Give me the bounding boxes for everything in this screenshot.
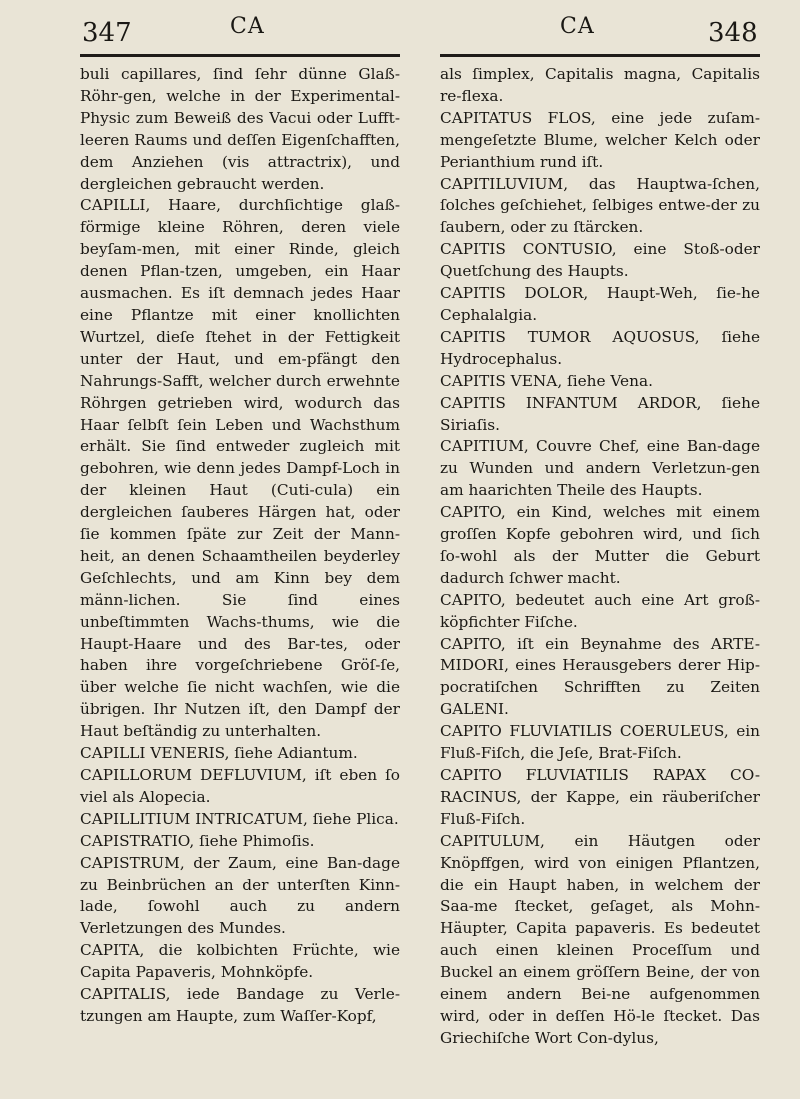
entry-text: CAPITIS DOLOR, Haupt-Weh, ſie-he Cephalalgia. xyxy=(440,284,760,324)
entry-text: CAPITALIS, iede Bandage zu Verle-tzungen am Haupte, zum Waſſer-Kopf, xyxy=(80,985,400,1025)
entry-text: CAPITIS TUMOR AQUOSUS, ſiehe Hydrocephalus. xyxy=(440,327,760,368)
header-rule-right xyxy=(440,54,760,57)
entry-text: CAPITA, die kolbichten Früchte, wie Capita Papaveris, Mohnköpfe. xyxy=(80,941,400,982)
page-number-right: 348 xyxy=(708,18,758,48)
entry-text: CAPILLITIUM INTRICATUM, ſiehe Plica. xyxy=(80,809,399,828)
right-column xyxy=(440,64,760,1050)
running-head-right: CA xyxy=(560,14,595,39)
entry-text: CAPILLORUM DEFLUVIUM, iſt eben ſo viel als Alopecia. xyxy=(80,766,400,806)
entry-text: CAPITIS CONTUSIO, eine Stoß-oder Quetſchung des Haupts. xyxy=(440,240,760,281)
entry-text: CAPITULUM, ein Häutgen oder Knöpffgen, wird von einigen Pflantzen, die ein Haupt haben, in welchem der Saa-me ſtecket, geſaget, als Mohn-Häupter, Capita papaveris. Es bedeutet auch einen kleinen Proceſſum und Buckel an einem gröſſern Beine, der von einem andern Bei-ne aufgenommen wird, oder in deſſen Hö-le ſtecket. Das Griechiſche Wort Con-dylus, xyxy=(440,831,760,1047)
entry-text: CAPITO, iſt ein Beynahme des ARTE-MIDORI, eines Herausgebers derer Hip-pocratiſchen Schrifften zu Zeiten GALENI. xyxy=(440,634,760,719)
left-column xyxy=(80,64,400,1028)
entry-text: buli capillares, ſind ſehr dünne Glaß-Röhr-gen, welche in der Experimental-Physic zum Beweiß des Vacui oder Lufft-leeren Raums und deſſen Eigenſchafften, dem Anziehen (vis attractrix), und dergleichen gebraucht werden. xyxy=(80,65,400,193)
entry-text: CAPILLI, Haare, durchſichtige glaß-förmige kleine Röhren, deren viele beyſam-men, mit einer Rinde, gleich denen Pflan-tzen, umgeben, ein Haar ausmachen. Es iſt demnach jedes Haar eine Pflantze mit einer knollichten Wurtzel, dieſe ſtehet in der Fettigkeit unter der Haut, und em-pfängt den Nahrungs-Safft, welcher durch erwehnte Röhrgen getrieben wird, wodurch das Haar ſelbſt ſein Leben und Wachsthum erhält. Sie ſind entweder zugleich mit gebohren, wie denn jedes Dampf-Loch in der kleinen Haut (Cuti-cula) ein dergleichen ſauberes Härgen hat, oder ſie kommen ſpäte zur Zeit der Mann-heit, an denen Schaamtheilen beyderley Geſchlechts, und am Kinn bey dem männ-lichen. Sie ſind eines unbeſtimmten Wachs-thums, wie die Haupt-Haare und des Bar-tes, oder haben ihre vorgeſchriebene Gröſ-ſe, über welche ſie nicht wachſen, wie die übrigen. Ihr Nutzen iſt, den Dampf der Haut beſtändig zu unterhalten. xyxy=(80,196,400,741)
entry-text: CAPITO FLUVIATILIS RAPAX CO-RACINUS, der Kappe, ein räuberiſcher Fluß-Fiſch. xyxy=(440,766,760,828)
header-rule-left xyxy=(80,54,400,57)
entry-text: CAPITO, bedeutet auch eine Art groß-köpfichter Fiſche. xyxy=(440,590,760,631)
entry-text: CAPITILUVIUM, das Hauptwa-ſchen, ſolches geſchiehet, ſelbiges entwe-der zu ſaubern, oder zu ſtärcken. xyxy=(440,174,760,237)
entry-text: als ſimplex, Capitalis magna, Capitalis re-flexa. xyxy=(440,65,760,105)
page-number-left: 347 xyxy=(82,18,132,48)
entry-text: CAPITIS VENA, ſiehe Vena. xyxy=(440,371,653,390)
entry-text: CAPISTRUM, der Zaum, eine Ban-dage zu Beinbrüchen an der unterſten Kinn-lade, ſowohl auch zu andern Verletzungen des Mundes. xyxy=(80,853,400,938)
entry-text: CAPISTRATIO, ſiehe Phimoſis. xyxy=(80,831,315,850)
entry-text: CAPITIUM, Couvre Chef, eine Ban-dage zu Wunden und andern Verletzun-gen am haarichten Theile des Haupts. xyxy=(440,437,760,500)
entry-text: CAPITIS INFANTUM ARDOR, ſiehe Siriaſis. xyxy=(440,393,760,434)
entry-text: CAPITATUS FLOS, eine jede zuſam-mengeſetzte Blume, welcher Kelch oder Perianthium rund iſt. xyxy=(440,108,760,171)
entry-text: CAPITO FLUVIATILIS COERULEUS, ein Fluß-Fiſch, die Jeſe, Brat-Fiſch. xyxy=(440,722,760,763)
entry-text: CAPILLI VENERIS, ſiehe Adiantum. xyxy=(80,744,358,763)
page-header xyxy=(0,0,800,60)
entry-text: CAPITO, ein Kind, welches mit einem groſſen Kopfe gebohren wird, und ſich ſo-wohl als der Mutter die Geburt dadurch ſchwer macht. xyxy=(440,503,760,587)
running-head-left: CA xyxy=(230,14,265,39)
